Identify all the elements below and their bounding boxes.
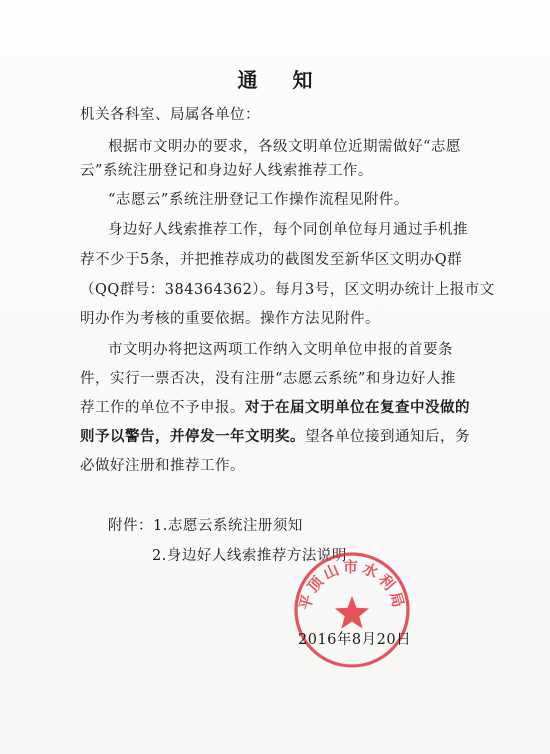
paragraph-3-line-4: 明办作为考核的重要依据。操作方法见附件。: [80, 311, 380, 327]
paragraph-3-line-3: （QQ群号：384364362）。每月3号，区文明办统计上报市文: [80, 282, 495, 298]
paragraph-4-line-3-text: 荐工作的单位不予申报。: [80, 400, 245, 416]
star-icon: [335, 596, 369, 629]
paragraph-1-line-2: 云”系统注册登记和身边好人线索推荐工作。: [80, 163, 373, 179]
notice-title: 通 知: [237, 68, 327, 92]
paragraph-4-line-3: [80, 396, 470, 417]
official-seal: [290, 548, 414, 672]
salutation: 机关各科室、局属各单位：: [80, 107, 260, 123]
paragraph-4-line-3-bold: 对于在届文明单位在复查中没做的: [245, 399, 470, 416]
paragraph-4-line-4: [80, 425, 470, 446]
paragraph-1-line-1: 根据市文明办的要求，各级文明单位近期需做好“志愿: [108, 139, 461, 155]
paragraph-4-line-4-bold: 则予以警告，并停发一年文明奖。: [80, 428, 305, 445]
paragraph-2-line-1: “志愿云”系统注册登记工作操作流程见附件。: [108, 192, 409, 208]
paragraph-4-line-4-text: 望各单位接到通知后，务: [305, 429, 470, 445]
attachment-item-1: 附件：1.志愿云系统注册须知: [108, 518, 303, 534]
issue-date: 2016年8月20日: [298, 632, 412, 648]
paragraph-3-line-1: 身边好人线索推荐工作，每个同创单位每月通过手机推: [108, 222, 468, 238]
paragraph-4-line-5: 必做好注册和推荐工作。: [80, 458, 245, 474]
attachment-item-2: 2.身边好人线索推荐方法说明: [152, 548, 347, 564]
paragraph-3-line-2: 荐不少于5条，并把推荐成功的截图发至新华区文明办Q群: [80, 252, 463, 268]
seal-text: 平顶山市水利局: [295, 558, 409, 613]
paragraph-4-line-2: 件，实行一票否决，没有注册“志愿云系统”和身边好人推: [80, 371, 456, 387]
paragraph-4-line-1: 市文明办将把这两项工作纳入文明单位申报的首要条: [108, 342, 453, 358]
